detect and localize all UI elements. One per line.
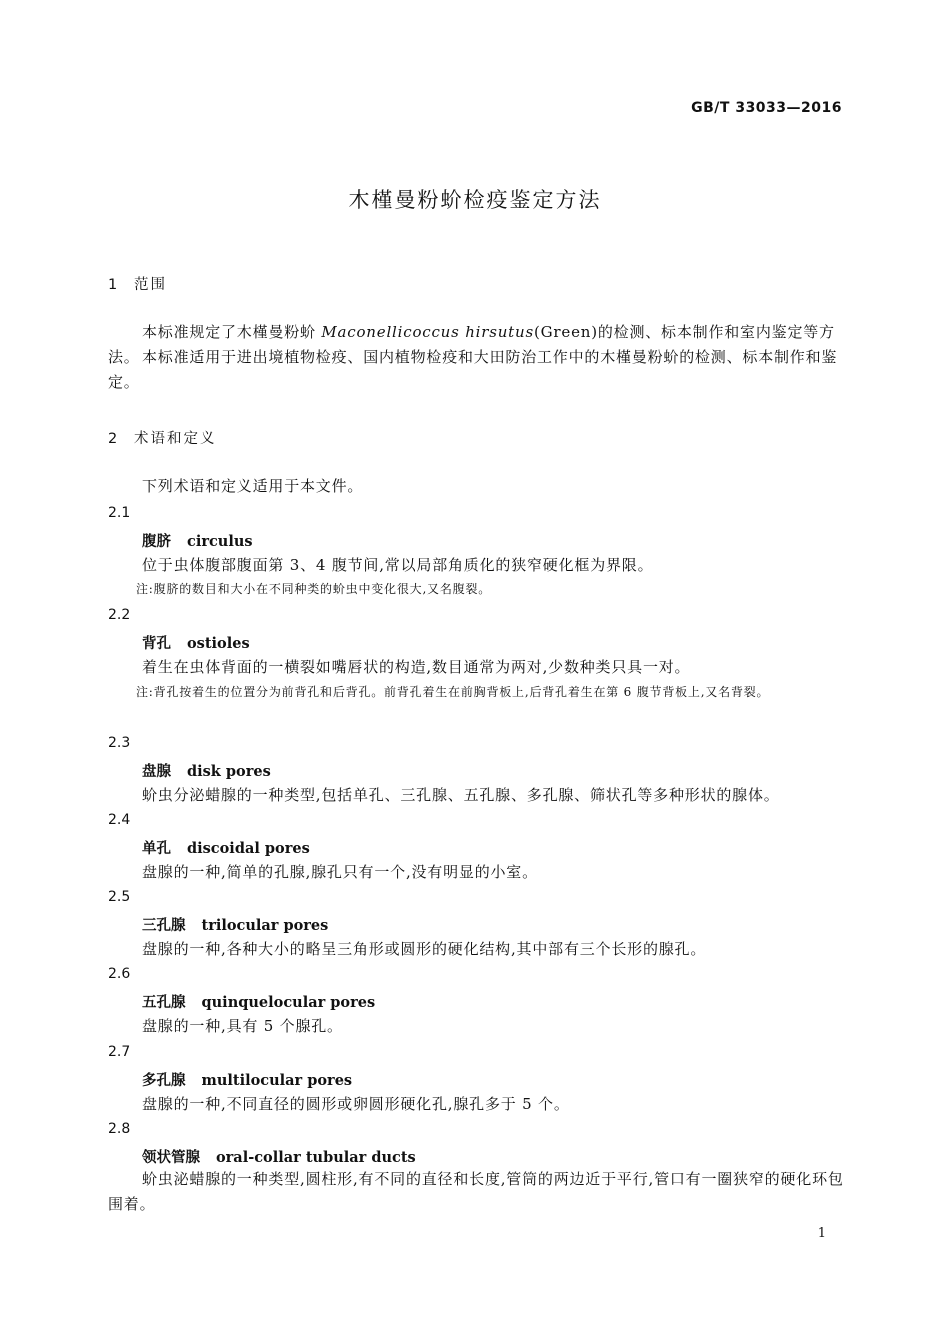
clause-number: 2.7 (108, 1044, 131, 1060)
term-zh: 单孔 (142, 841, 171, 857)
term-oral-collar-tubular-ducts (142, 1146, 416, 1167)
section-heading-terms (108, 427, 217, 448)
section-heading-scope (108, 273, 167, 294)
section-number: 2 (108, 431, 118, 447)
term-en: ostioles (187, 635, 250, 652)
term-en: disk pores (187, 763, 271, 780)
term-zh: 五孔腺 (142, 995, 186, 1011)
term-definition: 着生在虫体背面的一横裂如嘴唇状的构造,数目通常为两对,少数种类只具一对。 (142, 658, 691, 676)
species-name: Maconellicoccus hirsutus (321, 323, 534, 341)
term-en: circulus (187, 533, 253, 550)
term-zh: 背孔 (142, 636, 171, 652)
term-quinquelocular-pores (142, 991, 375, 1012)
scope-paragraph-2: 本标准适用于进出境植物检疫、国内植物检疫和大田防治工作中的木槿曼粉蚧的检测、标本制作和鉴定。 (108, 348, 838, 391)
term-en: discoidal pores (187, 840, 310, 857)
clause-number: 2.8 (108, 1121, 131, 1137)
term-zh: 领状管腺 (142, 1150, 200, 1166)
term-zh: 三孔腺 (142, 918, 186, 934)
term-definition: 盘腺的一种,简单的孔腺,腺孔只有一个,没有明显的小室。 (142, 863, 538, 881)
term-ostioles (142, 632, 250, 653)
term-definition: 盘腺的一种,各种大小的略呈三角形或圆形的硬化结构,其中部有三个长形的腺孔。 (142, 940, 707, 958)
term-definition: 盘腺的一种,具有 5 个腺孔。 (142, 1017, 343, 1035)
term-note: 注:背孔按着生的位置分为前背孔和后背孔。前背孔着生在前胸背板上,后背孔着生在第 6 腹节背板上,又名背裂。 (136, 685, 770, 699)
term-zh: 多孔腺 (142, 1073, 186, 1089)
term-zh: 盘腺 (142, 764, 171, 780)
term-en: oral-collar tubular ducts (216, 1149, 416, 1166)
standard-number: GB/T 33033—2016 (691, 100, 842, 116)
term-circulus (142, 530, 253, 551)
term-disk-pores (142, 760, 271, 781)
clause-number: 2.4 (108, 812, 131, 828)
term-definition: 蚧虫泌蜡腺的一种类型,圆柱形,有不同的直径和长度,管筒的两边近于平行,管口有一圈狭窄的硬化环包围着。 (108, 1170, 844, 1213)
term-en: multilocular pores (201, 1072, 353, 1089)
section-title: 范围 (134, 277, 167, 293)
document-title: 木槿曼粉蚧检疫鉴定方法 (348, 188, 602, 212)
scope-text-before: 本标准规定了木槿曼粉蚧 (142, 323, 322, 341)
term-note: 注:腹脐的数目和大小在不同种类的蚧虫中变化很大,又名腹裂。 (136, 582, 492, 596)
term-trilocular-pores (142, 914, 328, 935)
scope-text-after: (Green)的检测、标本制作和室内鉴定等方法。 (108, 323, 835, 366)
term-definition: 位于虫体腹部腹面第 3、4 腹节间,常以局部角质化的狭窄硬化框为界限。 (142, 556, 654, 574)
clause-number: 2.5 (108, 889, 131, 905)
clause-number: 2.6 (108, 966, 131, 982)
term-discoidal-pores (142, 837, 310, 858)
term-en: trilocular pores (201, 917, 329, 934)
term-definition: 盘腺的一种,不同直径的圆形或卵圆形硬化孔,腺孔多于 5 个。 (142, 1095, 570, 1113)
section-title: 术语和定义 (134, 431, 217, 447)
terms-intro: 下列术语和定义适用于本文件。 (142, 477, 364, 495)
term-en: quinquelocular pores (201, 994, 376, 1011)
clause-number: 2.3 (108, 735, 131, 751)
section-number: 1 (108, 277, 118, 293)
term-definition: 蚧虫分泌蜡腺的一种类型,包括单孔、三孔腺、五孔腺、多孔腺、筛状孔等多种形状的腺体。 (142, 786, 780, 804)
term-zh: 腹脐 (142, 534, 171, 550)
page-number: 1 (817, 1226, 826, 1241)
term-multilocular-pores (142, 1069, 352, 1090)
clause-number: 2.2 (108, 607, 131, 623)
clause-number: 2.1 (108, 505, 131, 521)
